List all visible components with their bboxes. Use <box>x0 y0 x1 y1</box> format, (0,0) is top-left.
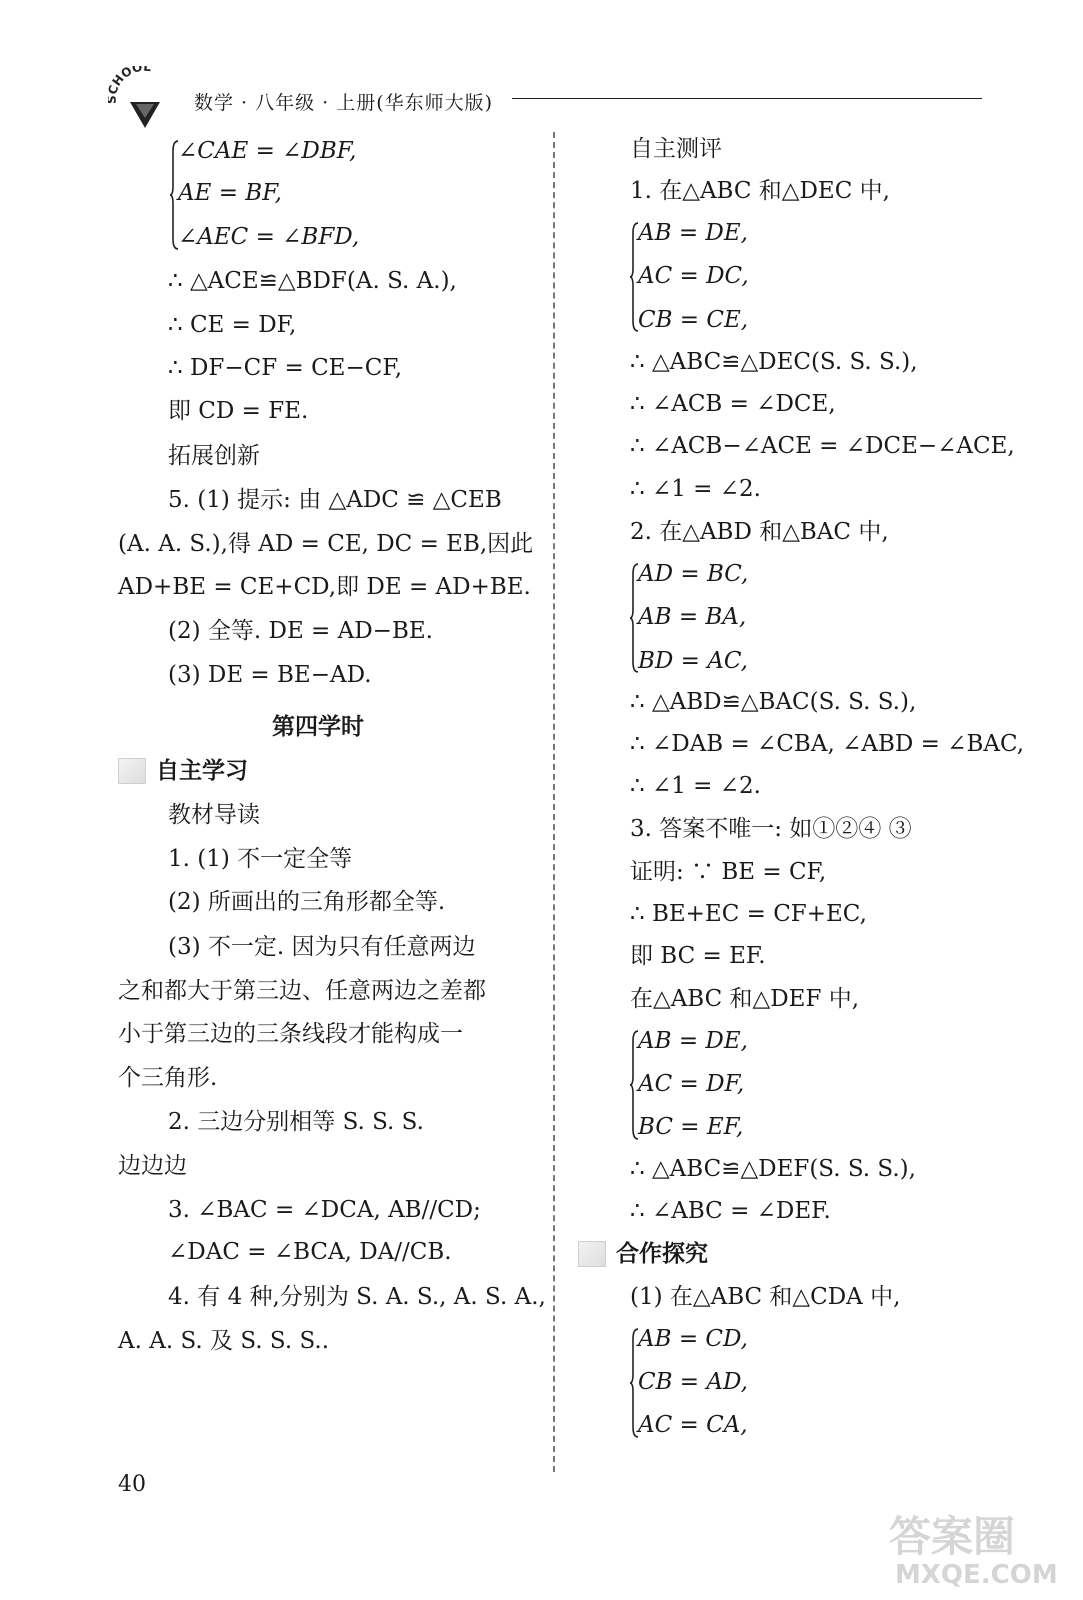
line: 2. 三边分别相等 S. S. S. <box>168 1109 424 1135</box>
line: AC = CA, <box>638 1412 748 1438</box>
line: 小于第三边的三条线段才能构成一 <box>118 1021 463 1047</box>
logo-text: HOOL <box>109 66 152 89</box>
line: ∴ △ABC≌△DEC(S. S. S.), <box>630 349 918 375</box>
column-divider <box>553 132 555 1472</box>
line: (2) 全等. DE = AD−BE. <box>168 618 433 644</box>
line: 之和都大于第三边、任意两边之差都 <box>118 978 486 1004</box>
svg-text:SCHOOL <box>108 66 152 104</box>
line: 即 CD = FE. <box>168 398 309 424</box>
line: 2. 在△ABD 和△BAC 中, <box>630 519 889 545</box>
line: ∴ DF−CF = CE−CF, <box>168 355 403 381</box>
line: 即 BC = EF. <box>630 943 766 969</box>
line: ∴ BE+EC = CF+EC, <box>630 901 867 927</box>
line: (3) 不一定. 因为只有任意两边 <box>168 934 476 960</box>
watermark <box>885 1505 1065 1589</box>
line: CB = AD, <box>638 1369 748 1395</box>
watermark-top: 答案圈 <box>889 1512 1016 1561</box>
subsection-title: 自主测评 <box>630 136 722 162</box>
line: AE = BF, <box>178 180 282 206</box>
line: 5. (1) 提示: 由 △ADC ≌ △CEB <box>168 487 502 513</box>
school-logo <box>108 66 182 132</box>
line: CB = CE, <box>638 307 749 333</box>
section-title: 合作探究 <box>616 1241 708 1267</box>
line: AC = DC, <box>638 263 749 289</box>
line: 4. 有 4 种,分别为 S. A. S., A. S. A., <box>168 1284 546 1310</box>
line: ∴ ∠ACB = ∠DCE, <box>630 391 836 417</box>
line: (2) 所画出的三角形都全等. <box>168 889 446 915</box>
section-icon <box>118 758 146 784</box>
line: 在△ABC 和△DEF 中, <box>630 986 860 1012</box>
line: 1. (1) 不一定全等 <box>168 846 353 872</box>
header-title: 数学 · 八年级 · 上册(华东师大版) <box>194 92 494 114</box>
line: ∴ △ABD≌△BAC(S. S. S.), <box>630 689 917 715</box>
line: AD = BC, <box>638 561 749 587</box>
line: ∴ △ACE≌△BDF(A. S. A.), <box>168 268 457 294</box>
line: AC = DF, <box>638 1071 745 1097</box>
subsection-title: 教材导读 <box>168 802 260 828</box>
page-number: 40 <box>118 1472 146 1497</box>
line: ∴ ∠1 = ∠2. <box>630 476 761 502</box>
line: ∴ CE = DF, <box>168 312 297 338</box>
line: 证明: ∵ BE = CF, <box>630 859 827 885</box>
subsection-title: 拓展创新 <box>168 443 260 469</box>
line: ∠DAC = ∠BCA, DA//CB. <box>168 1239 452 1265</box>
line: 1. 在△ABC 和△DEC 中, <box>630 178 890 204</box>
line: 个三角形. <box>118 1065 218 1091</box>
watermark-bottom: MXQE.COM <box>895 1560 1058 1589</box>
line: AB = CD, <box>638 1326 748 1352</box>
line: (1) 在△ABC 和△CDA 中, <box>630 1284 901 1310</box>
line: ∴ ∠1 = ∠2. <box>630 773 761 799</box>
line: ∴ △ABC≌△DEF(S. S. S.), <box>630 1156 916 1182</box>
section-icon <box>578 1241 606 1267</box>
line: (3) DE = BE−AD. <box>168 662 372 688</box>
line: AD+BE = CE+CD,即 DE = AD+BE. <box>118 574 531 600</box>
line: ∠AEC = ∠BFD, <box>178 224 360 250</box>
line: AB = DE, <box>638 1028 748 1054</box>
line: 边边边 <box>118 1153 187 1179</box>
line: ∠CAE = ∠DBF, <box>178 138 357 164</box>
line: ∴ ∠ACB−∠ACE = ∠DCE−∠ACE, <box>630 433 1015 459</box>
header-rule <box>512 98 982 99</box>
line: A. A. S. 及 S. S. S.. <box>118 1328 330 1354</box>
line: BD = AC, <box>638 648 748 674</box>
line: (A. A. S.),得 AD = CE, DC = EB,因此 <box>118 531 534 557</box>
line: 3. 答案不唯一: 如①②④ ③ <box>630 816 912 842</box>
line: BC = EF, <box>638 1114 744 1140</box>
line: ∴ ∠ABC = ∠DEF. <box>630 1198 831 1224</box>
line: ∴ ∠DAB = ∠CBA, ∠ABD = ∠BAC, <box>630 731 1025 757</box>
line: 3. ∠BAC = ∠DCA, AB//CD; <box>168 1197 481 1223</box>
lesson-heading: 第四学时 <box>272 714 364 740</box>
section-title: 自主学习 <box>156 758 248 784</box>
line: AB = DE, <box>638 220 748 246</box>
line: AB = BA, <box>638 604 747 630</box>
